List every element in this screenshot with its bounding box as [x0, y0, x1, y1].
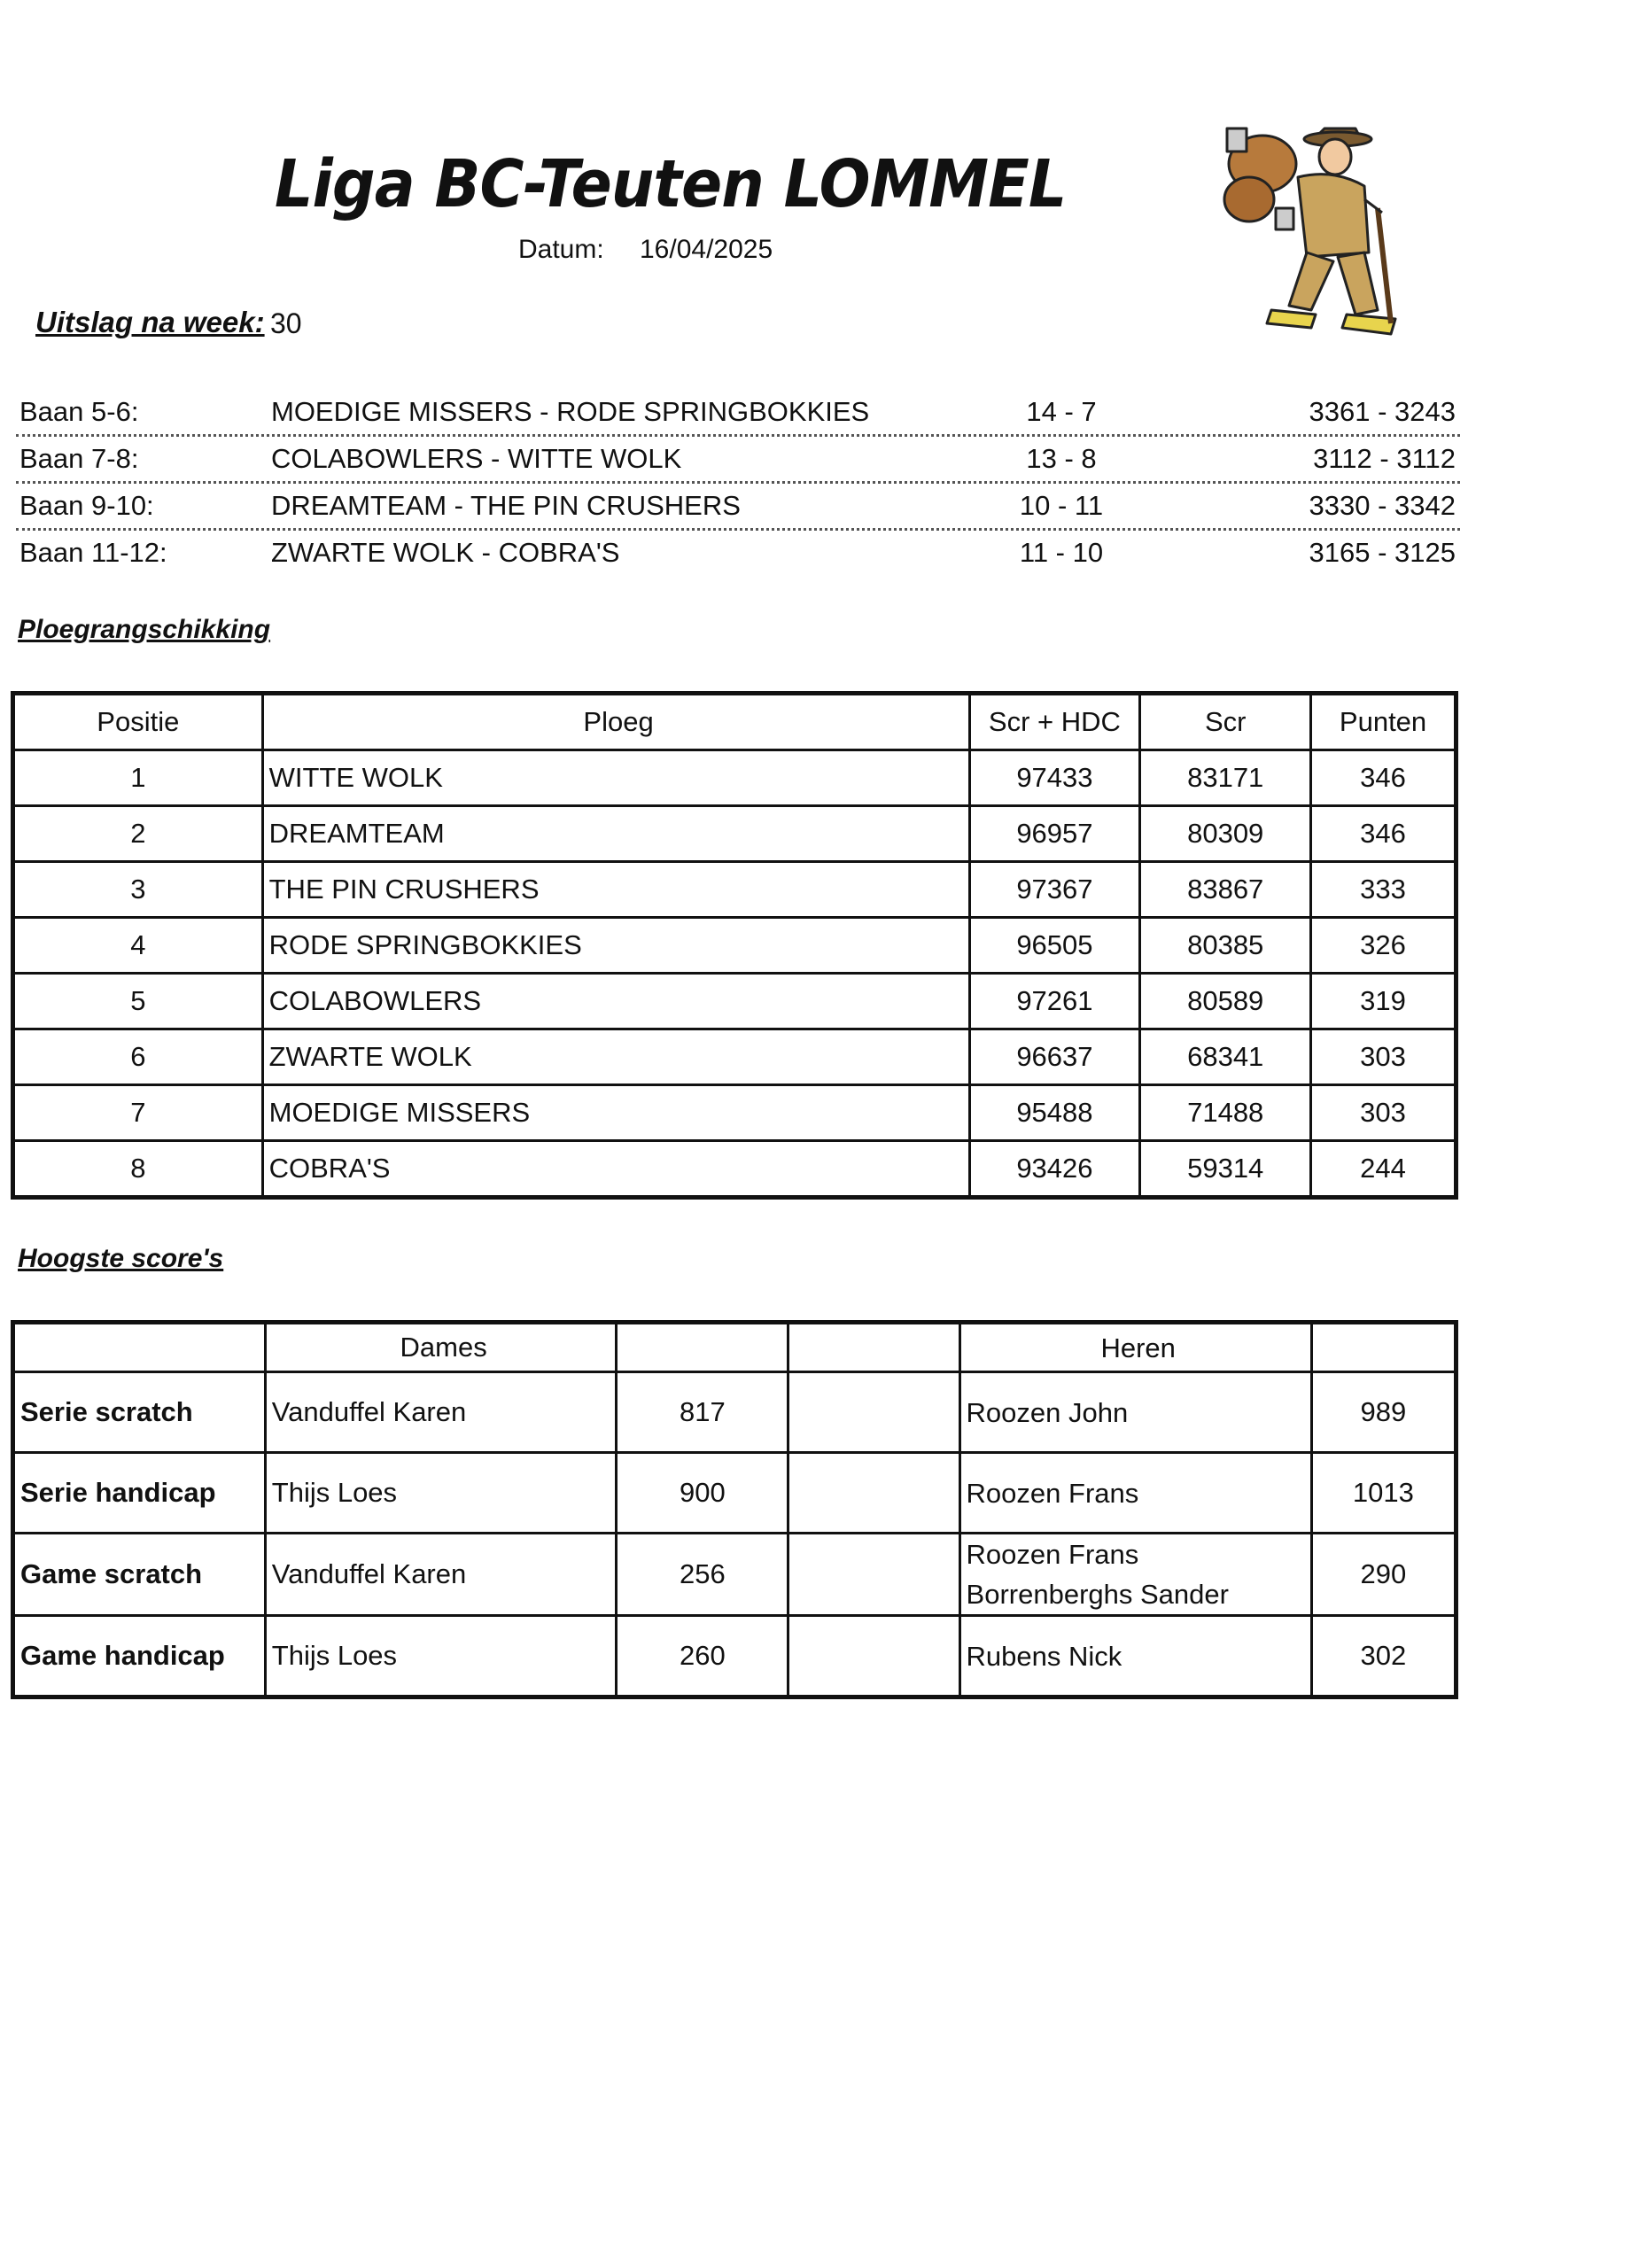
match-row: [16, 481, 1458, 528]
table-row: [13, 750, 1456, 806]
heer-name-line: Rubens Nick: [966, 1640, 1122, 1672]
table-header-row: [13, 694, 1456, 750]
table-row: [13, 1372, 1456, 1453]
score-hdc: 95488: [969, 1085, 1140, 1141]
dame-score: 817: [617, 1372, 788, 1453]
table-row: [13, 918, 1456, 974]
team-name: THE PIN CRUSHERS: [262, 862, 969, 918]
category-label: Game handicap: [13, 1616, 266, 1697]
match-teams: COLABOWLERS - WITTE WOLK: [271, 443, 682, 474]
match-scores: 3330 - 3342: [1309, 490, 1456, 521]
heer-score: 1013: [1311, 1453, 1456, 1534]
lane-label: Baan 5-6:: [19, 396, 139, 427]
heer-name: [959, 1616, 1311, 1697]
table-row: [13, 1029, 1456, 1085]
table-row: [13, 806, 1456, 862]
score-scratch: 80589: [1140, 974, 1311, 1029]
table-row: [13, 974, 1456, 1029]
match-scores: 3112 - 3112: [1313, 443, 1456, 474]
heer-score: 302: [1311, 1616, 1456, 1697]
match-points: 11 - 10: [1019, 537, 1104, 568]
team-name: WITTE WOLK: [262, 750, 969, 806]
heer-score: 989: [1311, 1372, 1456, 1453]
score-hdc: 97433: [969, 750, 1140, 806]
heren-header: Heren: [959, 1323, 1311, 1372]
team-name: COBRA'S: [262, 1141, 969, 1198]
empty-cell: [788, 1534, 959, 1616]
rank-position: 4: [13, 918, 263, 974]
ranking-table: [11, 691, 1458, 1200]
rank-position: 3: [13, 862, 263, 918]
team-points: 333: [1311, 862, 1456, 918]
dame-score: 260: [617, 1616, 788, 1697]
lane-label: Baan 11-12:: [19, 537, 167, 568]
heer-name-line: Roozen Frans: [966, 1539, 1139, 1570]
score-hdc: 96505: [969, 918, 1140, 974]
team-points: 319: [1311, 974, 1456, 1029]
match-points: 14 - 7: [1026, 396, 1097, 427]
heer-score: 290: [1311, 1534, 1456, 1616]
column-header: Positie: [13, 694, 263, 750]
heer-name: [959, 1372, 1311, 1453]
column-header: Scr: [1140, 694, 1311, 750]
rank-position: 1: [13, 750, 263, 806]
match-points: 13 - 8: [1026, 443, 1097, 474]
score-scratch: 71488: [1140, 1085, 1311, 1141]
heer-name-line: Roozen Frans: [966, 1477, 1139, 1509]
team-points: 346: [1311, 806, 1456, 862]
score-scratch: 83171: [1140, 750, 1311, 806]
team-name: DREAMTEAM: [262, 806, 969, 862]
dame-name: Thijs Loes: [265, 1616, 617, 1697]
team-points: 244: [1311, 1141, 1456, 1198]
date-label: Datum:: [518, 235, 604, 264]
dame-name: Thijs Loes: [265, 1453, 617, 1534]
dame-name: Vanduffel Karen: [265, 1534, 617, 1616]
match-scores: 3165 - 3125: [1309, 537, 1456, 568]
match-row: [16, 434, 1458, 481]
hiker-mascot-illustration: [1200, 102, 1413, 368]
empty-header-cell: [788, 1323, 959, 1372]
page-title: Liga BC-Teuten LOMMEL: [275, 146, 1067, 222]
score-scratch: 83867: [1140, 862, 1311, 918]
score-hdc: 97261: [969, 974, 1140, 1029]
empty-header-cell: [1311, 1323, 1456, 1372]
score-scratch: 80309: [1140, 806, 1311, 862]
highscores-heading: Hoogste score's: [18, 1244, 224, 1273]
team-points: 346: [1311, 750, 1456, 806]
column-header: Ploeg: [262, 694, 969, 750]
table-row: [13, 1085, 1456, 1141]
empty-cell: [788, 1453, 959, 1534]
category-label: Serie scratch: [13, 1372, 266, 1453]
lane-label: Baan 9-10:: [19, 490, 154, 521]
match-teams: MOEDIGE MISSERS - RODE SPRINGBOKKIES: [271, 396, 870, 427]
team-name: ZWARTE WOLK: [262, 1029, 969, 1085]
heer-name: [959, 1534, 1311, 1616]
column-header: Punten: [1311, 694, 1456, 750]
match-teams: ZWARTE WOLK - COBRA'S: [271, 537, 620, 568]
match-row: [16, 528, 1458, 575]
match-teams: DREAMTEAM - THE PIN CRUSHERS: [271, 490, 741, 521]
score-scratch: 59314: [1140, 1141, 1311, 1198]
ranking-heading: Ploegrangschikking: [18, 615, 271, 644]
heer-name-line: Roozen John: [966, 1396, 1129, 1428]
table-header-row: [13, 1323, 1456, 1372]
empty-cell: [788, 1616, 959, 1697]
team-points: 303: [1311, 1029, 1456, 1085]
dame-score: 900: [617, 1453, 788, 1534]
empty-header-cell: [617, 1323, 788, 1372]
rank-position: 2: [13, 806, 263, 862]
team-points: 326: [1311, 918, 1456, 974]
date-value: 16/04/2025: [640, 235, 773, 264]
rank-position: 7: [13, 1085, 263, 1141]
rank-position: 6: [13, 1029, 263, 1085]
team-name: COLABOWLERS: [262, 974, 969, 1029]
rank-position: 5: [13, 974, 263, 1029]
score-hdc: 96637: [969, 1029, 1140, 1085]
table-row: [13, 1453, 1456, 1534]
empty-cell: [788, 1372, 959, 1453]
team-points: 303: [1311, 1085, 1456, 1141]
highscores-table: [11, 1320, 1458, 1699]
table-row: [13, 862, 1456, 918]
match-points: 10 - 11: [1019, 490, 1104, 521]
lane-label: Baan 7-8:: [19, 443, 139, 474]
match-row: [16, 387, 1458, 434]
week-value: 30: [270, 307, 302, 339]
table-row: [13, 1141, 1456, 1198]
table-row: [13, 1534, 1456, 1616]
dame-score: 256: [617, 1534, 788, 1616]
column-header: Scr + HDC: [969, 694, 1140, 750]
score-hdc: 96957: [969, 806, 1140, 862]
category-label: Serie handicap: [13, 1453, 266, 1534]
score-scratch: 68341: [1140, 1029, 1311, 1085]
table-row: [13, 1616, 1456, 1697]
score-hdc: 93426: [969, 1141, 1140, 1198]
dame-name: Vanduffel Karen: [265, 1372, 617, 1453]
heer-name-line-2: Borrenberghs Sander: [966, 1579, 1229, 1610]
week-label: Uitslag na week:: [35, 306, 265, 338]
dames-header: Dames: [265, 1323, 617, 1372]
match-scores: 3361 - 3243: [1309, 396, 1456, 427]
empty-header-cell: [13, 1323, 266, 1372]
heer-name: [959, 1453, 1311, 1534]
team-name: RODE SPRINGBOKKIES: [262, 918, 969, 974]
rank-position: 8: [13, 1141, 263, 1198]
score-hdc: 97367: [969, 862, 1140, 918]
team-name: MOEDIGE MISSERS: [262, 1085, 969, 1141]
score-scratch: 80385: [1140, 918, 1311, 974]
category-label: Game scratch: [13, 1534, 266, 1616]
